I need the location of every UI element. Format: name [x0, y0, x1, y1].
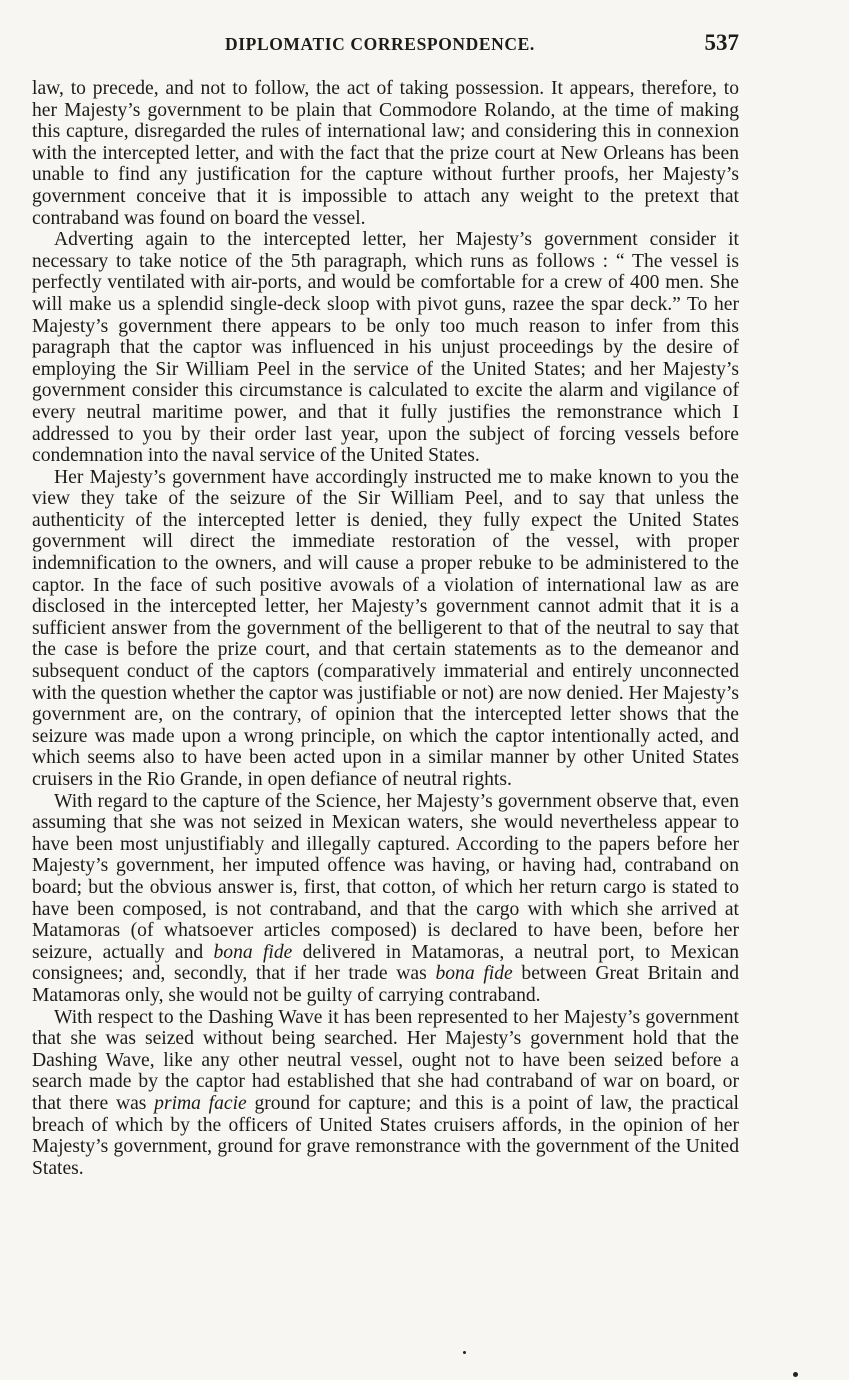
- running-header: [32, 30, 739, 64]
- text-run: between Great Britain and Matamoras only, she would not be guilty of carrying contraband.: [32, 963, 739, 1006]
- running-title: DIPLOMATIC CORRESPONDENCE.: [225, 34, 535, 54]
- text-run: With regard to the capture of the Science, her Majesty’s government observe that, even assuming that she was not seized in Mexican waters, she would nevertheless appear to have been most unjustifiably and illegally captured. According to the papers before her Majesty’s government, her imputed offence was having, or having had, contraband on board; but the obvious answer is, first, that cotton, of which her return cargo is stated to have been composed, is not contraband, and that the cargo with which she arrived at Matamoras (of whatsoever articles composed) is declared to have been, before her seizure, actually and: [32, 790, 739, 963]
- ink-speck: [463, 1351, 466, 1354]
- ink-speck: [793, 1372, 798, 1377]
- document-page: [32, 30, 740, 1179]
- paragraph: [32, 467, 739, 791]
- text-run: With respect to the Dashing Wave it has been represented to her Majesty’s government that she was seized without being searched. Her Majesty’s government hold that the Dashing Wave, like any other neutral vessel, ought not to have been seized before a search made by the captor had established that she had contraband of war on board, or that there was: [32, 1006, 739, 1114]
- page-number: 537: [704, 30, 739, 55]
- paragraph: [32, 78, 739, 229]
- text-run: Her Majesty’s government have accordingly instructed me to make known to you the view they take of the seizure of the Sir William Peel, and to say that unless the authenticity of the intercepted letter is denied, they fully expect the United States government will direct the immediate restoration of the vessel, with proper indemnification to the owners, and will cause a proper rebuke to be administered to the captor. In the face of such positive avowals of a violation of international law as are disclosed in the intercepted letter, her Majesty’s government cannot admit that it is a sufficient answer from the government of the belligerent to that of the neutral to say that the case is before the prize court, and that certain statements as to the demeanor and subsequent conduct of the captors (comparatively immaterial and entirely unconnected with the question whether the captor was justifiable or not) are now denied. Her Majesty’s government are, on the contrary, of opinion that the intercepted letter shows that the seizure was made upon a wrong principle, on which the captor intentionally acted, and which seems also to have been acted upon in a similar manner by other United States cruisers in the Rio Grande, in open defiance of neutral rights.: [32, 466, 739, 790]
- italic-text-run: prima facie: [154, 1092, 247, 1114]
- body-text: [32, 78, 739, 1179]
- text-run: law, to precede, and not to follow, the act of taking possession. It appears, therefore, to her Majesty’s government to be plain that Commodore Rolando, at the time of making this capture, disregarded the rules of international law; and considering this in connexion with the intercepted letter, and with the fact that the prize court at New Orleans has been unable to find any justification for the capture without further proofs, her Majesty’s government conceive that it is impossible to attach any weight to the pretext that contraband was found on board the vessel.: [32, 78, 739, 229]
- paragraph: [32, 1007, 739, 1180]
- italic-text-run: bona fide: [435, 963, 513, 985]
- text-run: Adverting again to the intercepted letter, her Majesty’s government consider it necessary to take notice of the 5th paragraph, which runs as follows : “ The vessel is perfectly ventilated with air-ports, and would be comfortable for a crew of 400 men. She will make us a splendid single-deck sloop with pivot guns, razee the spar deck.” To her Majesty’s government there appears to be only too much reason to infer from this paragraph that the captor was influenced in his unjust proceedings by the desire of employing the Sir William Peel in the service of the United States; and her Majesty’s government consider this circumstance is calculated to excite the alarm and vigilance of every neutral maritime power, and that it fully justifies the remonstrance which I addressed to you by their order last year, upon the subject of forcing vessels before condemnation into the naval service of the United States.: [32, 229, 739, 467]
- italic-text-run: bona fide: [213, 941, 293, 963]
- text-run: ground for capture; and this is a point of law, the practical breach of which by the officers of United States cruisers affords, in the opinion of her Majesty’s government, ground for grave remonstrance with the government of the United States.: [32, 1092, 739, 1179]
- paragraph: [32, 791, 739, 1007]
- text-run: delivered in Matamoras, a neutral port, to Mexican consignees; and, secondly, that if her trade was: [32, 941, 740, 985]
- paragraph: [32, 229, 739, 467]
